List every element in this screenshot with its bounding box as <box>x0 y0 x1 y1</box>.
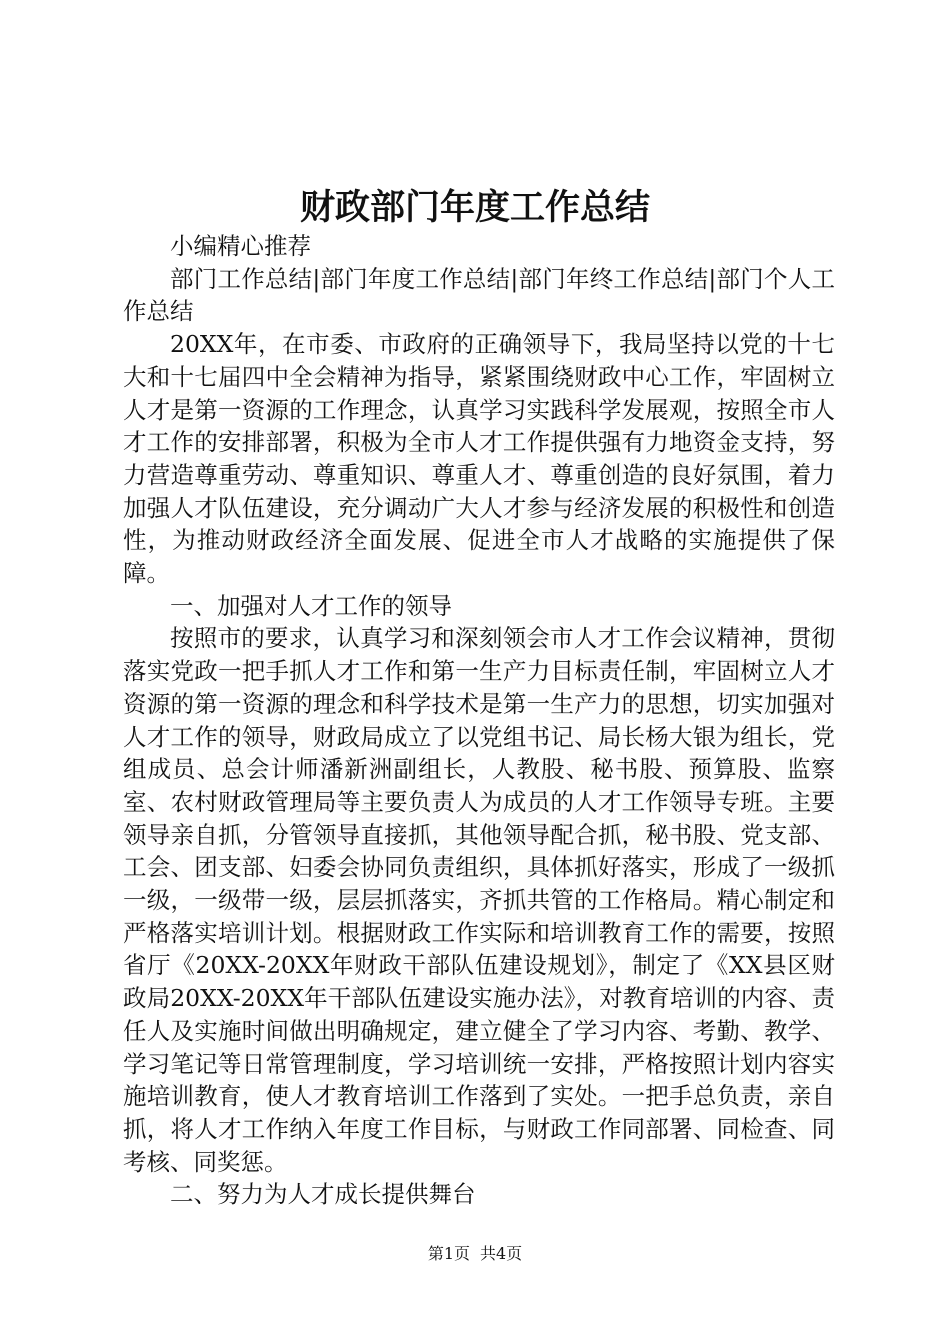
document-body <box>123 230 835 1211</box>
related-links-line: 部门工作总结|部门年度工作总结|部门年终工作总结|部门个人工作总结 <box>123 264 835 326</box>
document-title: 财政部门年度工作总结 <box>299 187 650 228</box>
recommendation-line: 小编精心推荐 <box>170 232 311 260</box>
section-heading-2: 二、努力为人才成长提供舞台 <box>170 1180 476 1209</box>
page-number: 第1页 <box>427 1244 470 1263</box>
section-heading-1: 一、加强对人才工作的领导 <box>170 591 452 620</box>
intro-paragraph: 20XX年，在市委、市政府的正确领导下，我局坚持以党的十七大和十七届四中全会精神为指导，紧紧围绕财政中心工作，牢固树立人才是第一资源的工作理念，认真学习实践科学发展观，按照全市人才工作的安排部署，积极为全市人才工作提供强有力地资金支持，努力营造尊重劳动、尊重知识、尊重人才、尊重创造的良好氛围，着力加强人才队伍建设，充分调动广大人才参与经济发展的积极性和创造性，为推动财政经济全面发展、促进全市人才战略的实施提供了保障。 <box>123 330 835 588</box>
page-footer <box>0 1243 950 1265</box>
page-total: 共4页 <box>480 1244 523 1263</box>
section-1-paragraph: 按照市的要求，认真学习和深刻领会市人才工作会议精神，贯彻落实党政一把手抓人才工作和第一生产力目标责任制，牢固树立人才资源的第一资源的理念和科学技术是第一生产力的思想，切实加强对人才工作的领导，财政局成立了以党组书记、局长杨大银为组长，党组成员、总会计师潘新洲副组长，人教股、秘书股、预算股、监察室、农村财政管理局等主要负责人为成员的人才工作领导专班。主要领导亲自抓，分管领导直接抓，其他领导配合抓，秘书股、党支部、工会、团支部、妇委会协同负责组织，具体抓好落实，形成了一级抓一级，一级带一级，层层抓落实，齐抓共管的工作格局。精心制定和严格落实培训计划。根据财政工作实际和培训教育工作的需要，按照省厅《20XX-20XX年财政干部队伍建设规划》，制定了《XX县区财政局20XX-20XX年干部队伍建设实施办法》，对教育培训的内容、责任人及实施时间做出明确规定，建立健全了学习内容、考勤、教学、学习笔记等日常管理制度，学习培训统一安排，严格按照计划内容实施培训教育，使人才教育培训工作落到了实处。一把手总负责，亲自抓，将人才工作纳入年度工作目标，与财政工作同部署、同检查、同考核、同奖惩。 <box>123 624 835 1176</box>
